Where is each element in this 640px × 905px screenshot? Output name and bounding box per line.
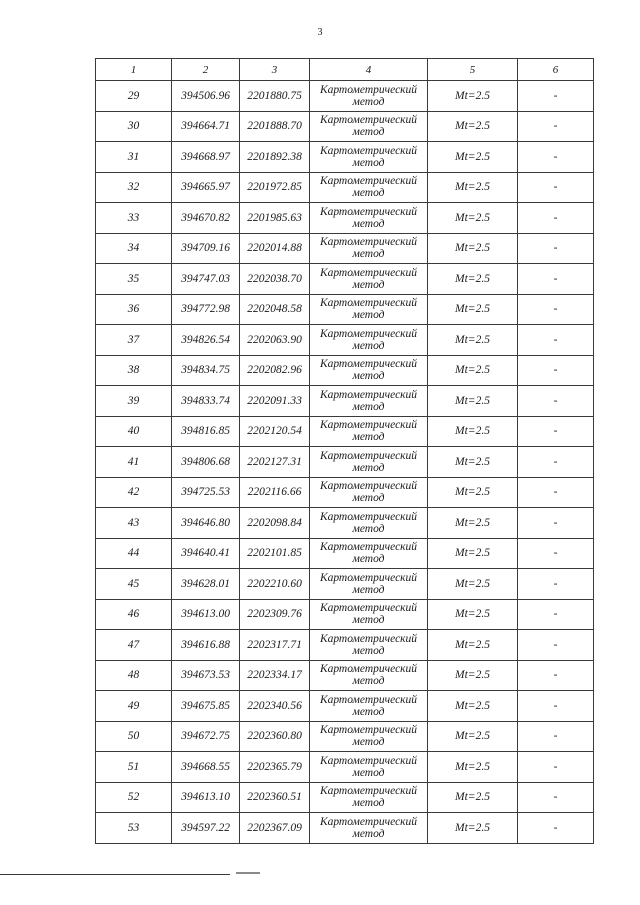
accuracy-cell: Mt=2.5 bbox=[428, 569, 518, 600]
header-col-3: 3 bbox=[240, 59, 310, 81]
method-line-1: Картометрический bbox=[319, 358, 418, 371]
y-coordinate-cell: 2202309.76 bbox=[240, 599, 310, 630]
x-coordinate-cell: 394664.71 bbox=[172, 111, 240, 142]
method-line-1: Картометрический bbox=[319, 236, 418, 249]
table-row bbox=[96, 325, 594, 356]
method-cell bbox=[310, 111, 428, 142]
y-coordinate-cell: 2202048.58 bbox=[240, 294, 310, 325]
y-coordinate-cell: 2201888.70 bbox=[240, 111, 310, 142]
method-line-1: Картометрический bbox=[319, 724, 418, 737]
x-coordinate-cell: 394725.53 bbox=[172, 477, 240, 508]
note-cell: - bbox=[518, 538, 594, 569]
table-row bbox=[96, 569, 594, 600]
method-cell bbox=[310, 355, 428, 386]
x-coordinate-cell: 394646.80 bbox=[172, 508, 240, 539]
table-row bbox=[96, 447, 594, 478]
accuracy-cell: Mt=2.5 bbox=[428, 477, 518, 508]
table-header-row bbox=[96, 59, 594, 81]
point-number-cell: 38 bbox=[96, 355, 172, 386]
method-cell bbox=[310, 416, 428, 447]
table-row bbox=[96, 691, 594, 722]
point-number-cell: 30 bbox=[96, 111, 172, 142]
y-coordinate-cell: 2202038.70 bbox=[240, 264, 310, 295]
note-cell: - bbox=[518, 599, 594, 630]
table-row bbox=[96, 355, 594, 386]
table-row bbox=[96, 752, 594, 783]
x-coordinate-cell: 394628.01 bbox=[172, 569, 240, 600]
x-coordinate-cell: 394709.16 bbox=[172, 233, 240, 264]
table-row bbox=[96, 813, 594, 844]
header-col-6: 6 bbox=[518, 59, 594, 81]
method-line-2: метод bbox=[352, 461, 385, 474]
note-cell: - bbox=[518, 569, 594, 600]
y-coordinate-cell: 2201972.85 bbox=[240, 172, 310, 203]
y-coordinate-cell: 2202317.71 bbox=[240, 630, 310, 661]
x-coordinate-cell: 394826.54 bbox=[172, 325, 240, 356]
point-number-cell: 45 bbox=[96, 569, 172, 600]
x-coordinate-cell: 394506.96 bbox=[172, 81, 240, 112]
note-cell: - bbox=[518, 447, 594, 478]
note-cell: - bbox=[518, 630, 594, 661]
accuracy-cell: Mt=2.5 bbox=[428, 447, 518, 478]
point-number-cell: 31 bbox=[96, 142, 172, 173]
method-line-2: метод bbox=[352, 583, 385, 596]
y-coordinate-cell: 2202116.66 bbox=[240, 477, 310, 508]
x-coordinate-cell: 394616.88 bbox=[172, 630, 240, 661]
point-number-cell: 41 bbox=[96, 447, 172, 478]
table-row bbox=[96, 782, 594, 813]
note-cell: - bbox=[518, 294, 594, 325]
method-line-2: метод bbox=[352, 400, 385, 413]
x-coordinate-cell: 394665.97 bbox=[172, 172, 240, 203]
method-cell bbox=[310, 203, 428, 234]
note-cell: - bbox=[518, 386, 594, 417]
method-line-1: Картометрический bbox=[319, 541, 418, 554]
header-col-1: 1 bbox=[96, 59, 172, 81]
table-row bbox=[96, 660, 594, 691]
note-cell: - bbox=[518, 81, 594, 112]
note-cell: - bbox=[518, 142, 594, 173]
method-line-1: Картометрический bbox=[319, 419, 418, 432]
accuracy-cell: Mt=2.5 bbox=[428, 813, 518, 844]
method-cell bbox=[310, 538, 428, 569]
x-coordinate-cell: 394806.68 bbox=[172, 447, 240, 478]
method-line-1: Картометрический bbox=[319, 388, 418, 401]
note-cell: - bbox=[518, 172, 594, 203]
method-cell bbox=[310, 752, 428, 783]
accuracy-cell: Mt=2.5 bbox=[428, 81, 518, 112]
method-cell bbox=[310, 386, 428, 417]
method-line-2: метод bbox=[352, 431, 385, 444]
coordinates-table bbox=[95, 58, 594, 844]
method-cell bbox=[310, 508, 428, 539]
method-line-1: Картометрический bbox=[319, 693, 418, 706]
method-line-2: метод bbox=[352, 675, 385, 688]
method-line-1: Картометрический bbox=[319, 175, 418, 188]
accuracy-cell: Mt=2.5 bbox=[428, 416, 518, 447]
point-number-cell: 43 bbox=[96, 508, 172, 539]
note-cell: - bbox=[518, 660, 594, 691]
method-line-2: метод bbox=[352, 126, 385, 139]
table-row bbox=[96, 630, 594, 661]
footer-divider bbox=[0, 874, 230, 875]
point-number-cell: 32 bbox=[96, 172, 172, 203]
method-line-2: метод bbox=[352, 156, 385, 169]
point-number-cell: 39 bbox=[96, 386, 172, 417]
accuracy-cell: Mt=2.5 bbox=[428, 264, 518, 295]
accuracy-cell: Mt=2.5 bbox=[428, 508, 518, 539]
method-cell bbox=[310, 691, 428, 722]
method-line-2: метод bbox=[352, 614, 385, 627]
point-number-cell: 40 bbox=[96, 416, 172, 447]
header-col-2: 2 bbox=[172, 59, 240, 81]
note-cell: - bbox=[518, 111, 594, 142]
y-coordinate-cell: 2201892.38 bbox=[240, 142, 310, 173]
note-cell: - bbox=[518, 721, 594, 752]
y-coordinate-cell: 2202014.88 bbox=[240, 233, 310, 264]
x-coordinate-cell: 394613.10 bbox=[172, 782, 240, 813]
method-line-2: метод bbox=[352, 705, 385, 718]
method-cell bbox=[310, 294, 428, 325]
table-row bbox=[96, 538, 594, 569]
accuracy-cell: Mt=2.5 bbox=[428, 630, 518, 661]
table-row bbox=[96, 416, 594, 447]
note-cell: - bbox=[518, 203, 594, 234]
accuracy-cell: Mt=2.5 bbox=[428, 721, 518, 752]
y-coordinate-cell: 2202367.09 bbox=[240, 813, 310, 844]
y-coordinate-cell: 2201880.75 bbox=[240, 81, 310, 112]
table-row bbox=[96, 386, 594, 417]
note-cell: - bbox=[518, 355, 594, 386]
point-number-cell: 50 bbox=[96, 721, 172, 752]
method-line-1: Картометрический bbox=[319, 327, 418, 340]
x-coordinate-cell: 394597.22 bbox=[172, 813, 240, 844]
y-coordinate-cell: 2202210.60 bbox=[240, 569, 310, 600]
accuracy-cell: Mt=2.5 bbox=[428, 203, 518, 234]
x-coordinate-cell: 394675.85 bbox=[172, 691, 240, 722]
accuracy-cell: Mt=2.5 bbox=[428, 782, 518, 813]
point-number-cell: 35 bbox=[96, 264, 172, 295]
accuracy-cell: Mt=2.5 bbox=[428, 111, 518, 142]
method-line-1: Картометрический bbox=[319, 114, 418, 127]
note-cell: - bbox=[518, 416, 594, 447]
accuracy-cell: Mt=2.5 bbox=[428, 386, 518, 417]
table-row bbox=[96, 142, 594, 173]
header-col-5: 5 bbox=[428, 59, 518, 81]
note-cell: - bbox=[518, 813, 594, 844]
page-number: 3 bbox=[317, 27, 323, 38]
point-number-cell: 37 bbox=[96, 325, 172, 356]
table-row bbox=[96, 508, 594, 539]
point-number-cell: 29 bbox=[96, 81, 172, 112]
accuracy-cell: Mt=2.5 bbox=[428, 752, 518, 783]
y-coordinate-cell: 2201985.63 bbox=[240, 203, 310, 234]
method-line-2: метод bbox=[352, 339, 385, 352]
accuracy-cell: Mt=2.5 bbox=[428, 691, 518, 722]
y-coordinate-cell: 2202340.56 bbox=[240, 691, 310, 722]
y-coordinate-cell: 2202063.90 bbox=[240, 325, 310, 356]
x-coordinate-cell: 394613.00 bbox=[172, 599, 240, 630]
point-number-cell: 44 bbox=[96, 538, 172, 569]
accuracy-cell: Mt=2.5 bbox=[428, 172, 518, 203]
method-cell bbox=[310, 599, 428, 630]
method-cell bbox=[310, 81, 428, 112]
x-coordinate-cell: 394816.85 bbox=[172, 416, 240, 447]
header-col-4: 4 bbox=[310, 59, 428, 81]
method-line-2: метод bbox=[352, 248, 385, 261]
x-coordinate-cell: 394668.97 bbox=[172, 142, 240, 173]
method-cell bbox=[310, 325, 428, 356]
method-cell bbox=[310, 233, 428, 264]
method-line-2: метод bbox=[352, 644, 385, 657]
method-line-2: метод bbox=[352, 492, 385, 505]
method-line-2: метод bbox=[352, 522, 385, 535]
y-coordinate-cell: 2202127.31 bbox=[240, 447, 310, 478]
table-row bbox=[96, 172, 594, 203]
y-coordinate-cell: 2202098.84 bbox=[240, 508, 310, 539]
method-line-2: метод bbox=[352, 827, 385, 840]
x-coordinate-cell: 394672.75 bbox=[172, 721, 240, 752]
accuracy-cell: Mt=2.5 bbox=[428, 233, 518, 264]
point-number-cell: 33 bbox=[96, 203, 172, 234]
x-coordinate-cell: 394640.41 bbox=[172, 538, 240, 569]
method-cell bbox=[310, 477, 428, 508]
x-coordinate-cell: 394834.75 bbox=[172, 355, 240, 386]
method-line-2: метод bbox=[352, 187, 385, 200]
point-number-cell: 36 bbox=[96, 294, 172, 325]
table-row bbox=[96, 599, 594, 630]
method-line-2: метод bbox=[352, 797, 385, 810]
method-cell bbox=[310, 142, 428, 173]
point-number-cell: 47 bbox=[96, 630, 172, 661]
note-cell: - bbox=[518, 477, 594, 508]
accuracy-cell: Mt=2.5 bbox=[428, 538, 518, 569]
y-coordinate-cell: 2202101.85 bbox=[240, 538, 310, 569]
method-cell bbox=[310, 782, 428, 813]
y-coordinate-cell: 2202082.96 bbox=[240, 355, 310, 386]
method-line-1: Картометрический bbox=[319, 144, 418, 157]
method-line-1: Картометрический bbox=[319, 449, 418, 462]
method-line-2: метод bbox=[352, 553, 385, 566]
accuracy-cell: Mt=2.5 bbox=[428, 325, 518, 356]
method-line-2: метод bbox=[352, 278, 385, 291]
table-row bbox=[96, 203, 594, 234]
method-cell bbox=[310, 264, 428, 295]
accuracy-cell: Mt=2.5 bbox=[428, 660, 518, 691]
method-line-1: Картометрический bbox=[319, 663, 418, 676]
method-cell bbox=[310, 813, 428, 844]
point-number-cell: 51 bbox=[96, 752, 172, 783]
y-coordinate-cell: 2202334.17 bbox=[240, 660, 310, 691]
method-line-1: Картометрический bbox=[319, 266, 418, 279]
y-coordinate-cell: 2202091.33 bbox=[240, 386, 310, 417]
note-cell: - bbox=[518, 233, 594, 264]
table-row bbox=[96, 81, 594, 112]
method-line-1: Картометрический bbox=[319, 297, 418, 310]
method-cell bbox=[310, 447, 428, 478]
point-number-cell: 46 bbox=[96, 599, 172, 630]
method-line-1: Картометрический bbox=[319, 632, 418, 645]
note-cell: - bbox=[518, 782, 594, 813]
method-cell bbox=[310, 172, 428, 203]
method-line-1: Картометрический bbox=[319, 602, 418, 615]
method-line-1: Картометрический bbox=[319, 754, 418, 767]
method-line-2: метод bbox=[352, 370, 385, 383]
method-line-2: метод bbox=[352, 95, 385, 108]
table-row bbox=[96, 264, 594, 295]
accuracy-cell: Mt=2.5 bbox=[428, 142, 518, 173]
table-row bbox=[96, 477, 594, 508]
y-coordinate-cell: 2202365.79 bbox=[240, 752, 310, 783]
method-line-1: Картометрический bbox=[319, 83, 418, 96]
method-cell bbox=[310, 721, 428, 752]
x-coordinate-cell: 394670.82 bbox=[172, 203, 240, 234]
x-coordinate-cell: 394747.03 bbox=[172, 264, 240, 295]
method-line-2: метод bbox=[352, 766, 385, 779]
note-cell: - bbox=[518, 752, 594, 783]
y-coordinate-cell: 2202360.51 bbox=[240, 782, 310, 813]
method-line-2: метод bbox=[352, 736, 385, 749]
accuracy-cell: Mt=2.5 bbox=[428, 355, 518, 386]
method-line-2: метод bbox=[352, 309, 385, 322]
x-coordinate-cell: 394833.74 bbox=[172, 386, 240, 417]
table-row bbox=[96, 721, 594, 752]
point-number-cell: 42 bbox=[96, 477, 172, 508]
table-row bbox=[96, 294, 594, 325]
method-line-1: Картометрический bbox=[319, 480, 418, 493]
x-coordinate-cell: 394673.53 bbox=[172, 660, 240, 691]
x-coordinate-cell: 394668.55 bbox=[172, 752, 240, 783]
note-cell: - bbox=[518, 508, 594, 539]
method-line-1: Картометрический bbox=[319, 785, 418, 798]
point-number-cell: 52 bbox=[96, 782, 172, 813]
point-number-cell: 49 bbox=[96, 691, 172, 722]
method-cell bbox=[310, 569, 428, 600]
method-line-1: Картометрический bbox=[319, 205, 418, 218]
table-row bbox=[96, 111, 594, 142]
point-number-cell: 34 bbox=[96, 233, 172, 264]
method-line-1: Картометрический bbox=[319, 815, 418, 828]
method-cell bbox=[310, 660, 428, 691]
method-cell bbox=[310, 630, 428, 661]
accuracy-cell: Mt=2.5 bbox=[428, 599, 518, 630]
accuracy-cell: Mt=2.5 bbox=[428, 294, 518, 325]
point-number-cell: 53 bbox=[96, 813, 172, 844]
note-cell: - bbox=[518, 264, 594, 295]
footer-mark bbox=[236, 872, 260, 874]
y-coordinate-cell: 2202120.54 bbox=[240, 416, 310, 447]
point-number-cell: 48 bbox=[96, 660, 172, 691]
table-row bbox=[96, 233, 594, 264]
method-line-1: Картометрический bbox=[319, 510, 418, 523]
note-cell: - bbox=[518, 691, 594, 722]
y-coordinate-cell: 2202360.80 bbox=[240, 721, 310, 752]
table-body bbox=[96, 81, 594, 844]
method-line-1: Картометрический bbox=[319, 571, 418, 584]
note-cell: - bbox=[518, 325, 594, 356]
method-line-2: метод bbox=[352, 217, 385, 230]
x-coordinate-cell: 394772.98 bbox=[172, 294, 240, 325]
